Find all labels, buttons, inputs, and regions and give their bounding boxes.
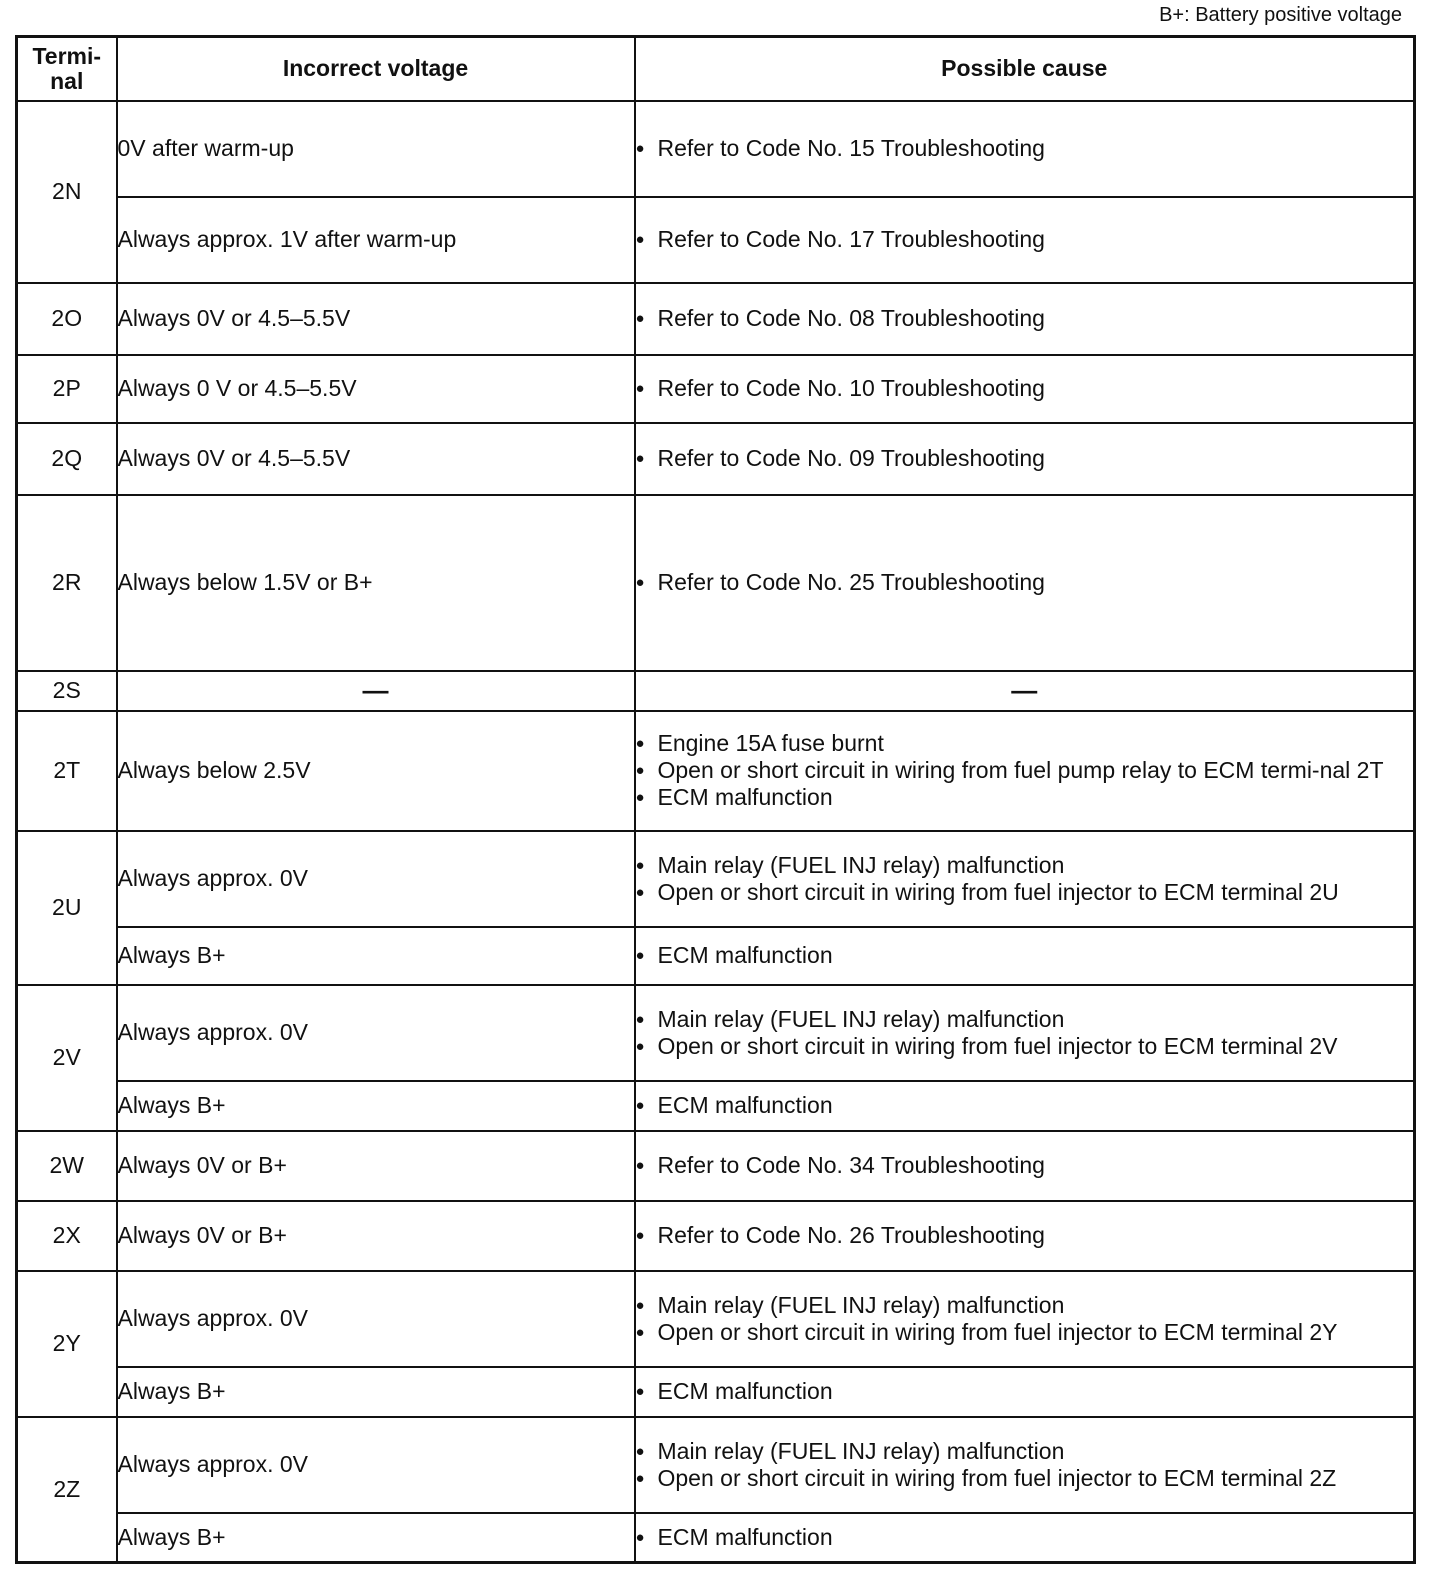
table-row <box>17 1417 1415 1513</box>
cause-list <box>636 569 1414 596</box>
possible-cause-cell <box>635 283 1415 355</box>
possible-cause-cell <box>635 355 1415 423</box>
possible-cause-cell <box>635 423 1415 495</box>
terminal-cell: 2V <box>17 985 117 1131</box>
table-row <box>17 671 1415 711</box>
cause-item: ● Open or short circuit in wiring from fuel pump relay to ECM termi-nal 2T <box>636 757 1414 784</box>
cause-list <box>636 1438 1414 1492</box>
possible-cause-cell <box>635 101 1415 197</box>
cause-item: ● ECM malfunction <box>636 1378 1414 1405</box>
possible-cause-cell <box>635 927 1415 985</box>
incorrect-voltage-cell: Always B+ <box>117 1513 635 1563</box>
incorrect-voltage-cell: Always below 1.5V or B+ <box>117 495 635 671</box>
cause-item: ● Refer to Code No. 25 Troubleshooting <box>636 569 1414 596</box>
battery-voltage-note: B+: Battery positive voltage <box>1159 4 1402 26</box>
incorrect-voltage-cell: Always 0V or 4.5–5.5V <box>117 283 635 355</box>
table-row <box>17 1201 1415 1271</box>
cause-list <box>636 1378 1414 1405</box>
incorrect-voltage-cell: Always below 2.5V <box>117 711 635 831</box>
terminal-cell: 2R <box>17 495 117 671</box>
table-row <box>17 197 1415 283</box>
cause-list <box>636 445 1414 472</box>
cause-list <box>636 942 1414 969</box>
cause-item: ● Open or short circuit in wiring from fuel injector to ECM terminal 2U <box>636 879 1414 906</box>
incorrect-voltage-cell: Always approx. 1V after warm-up <box>117 197 635 283</box>
table-row <box>17 1271 1415 1367</box>
terminal-cell: 2U <box>17 831 117 985</box>
cause-item: ● Refer to Code No. 17 Troubleshooting <box>636 226 1414 253</box>
possible-cause-cell <box>635 1081 1415 1131</box>
possible-cause-cell <box>635 985 1415 1081</box>
table-row <box>17 1367 1415 1417</box>
incorrect-voltage-cell: Always 0V or B+ <box>117 1131 635 1201</box>
incorrect-voltage-cell: 0V after warm-up <box>117 101 635 197</box>
incorrect-voltage-cell: Always B+ <box>117 1081 635 1131</box>
header-row <box>17 37 1415 101</box>
cause-item: ● Main relay (FUEL INJ relay) malfunction <box>636 1006 1414 1033</box>
terminal-cell: 2N <box>17 101 117 283</box>
cause-item: ● Refer to Code No. 08 Troubleshooting <box>636 305 1414 332</box>
cause-item: ● Open or short circuit in wiring from fuel injector to ECM terminal 2Y <box>636 1319 1414 1346</box>
possible-cause-cell <box>635 1271 1415 1367</box>
header-incorrect-voltage: Incorrect voltage <box>117 37 635 101</box>
table-row <box>17 927 1415 985</box>
cause-item: ● Engine 15A fuse burnt <box>636 730 1414 757</box>
cause-item: ● ECM malfunction <box>636 1524 1414 1551</box>
cause-list <box>636 1292 1414 1346</box>
cause-list <box>636 1092 1414 1119</box>
cause-item: ● Open or short circuit in wiring from fuel injector to ECM terminal 2Z <box>636 1465 1414 1492</box>
possible-cause-cell <box>635 831 1415 927</box>
terminal-cell: 2P <box>17 355 117 423</box>
terminal-cell: 2X <box>17 1201 117 1271</box>
cause-list <box>636 375 1414 402</box>
incorrect-voltage-cell: Always 0V or B+ <box>117 1201 635 1271</box>
possible-cause-cell <box>635 711 1415 831</box>
incorrect-voltage-cell: Always approx. 0V <box>117 985 635 1081</box>
cause-list <box>636 1222 1414 1249</box>
terminal-cell: 2Z <box>17 1417 117 1563</box>
incorrect-voltage-cell: Always B+ <box>117 1367 635 1417</box>
cause-item: ● Refer to Code No. 15 Troubleshooting <box>636 135 1414 162</box>
table-row <box>17 1081 1415 1131</box>
cause-list <box>636 1524 1414 1551</box>
possible-cause-cell <box>635 1201 1415 1271</box>
cause-list <box>636 730 1414 811</box>
terminal-cell: 2W <box>17 1131 117 1201</box>
cause-list <box>636 305 1414 332</box>
terminal-cell: 2O <box>17 283 117 355</box>
terminal-cell: 2Y <box>17 1271 117 1417</box>
incorrect-voltage-cell: Always B+ <box>117 927 635 985</box>
terminal-cell: 2T <box>17 711 117 831</box>
incorrect-voltage-cell: — <box>117 671 635 711</box>
cause-item: ● Open or short circuit in wiring from fuel injector to ECM terminal 2V <box>636 1033 1414 1060</box>
table-row <box>17 711 1415 831</box>
incorrect-voltage-cell: Always 0 V or 4.5–5.5V <box>117 355 635 423</box>
table-row <box>17 831 1415 927</box>
table-row <box>17 283 1415 355</box>
cause-item: ● Refer to Code No. 09 Troubleshooting <box>636 445 1414 472</box>
incorrect-voltage-cell: Always approx. 0V <box>117 1271 635 1367</box>
terminal-voltage-table <box>15 35 1416 1564</box>
table-row <box>17 495 1415 671</box>
possible-cause-cell <box>635 1513 1415 1563</box>
cause-item: ● ECM malfunction <box>636 942 1414 969</box>
cause-list <box>636 1152 1414 1179</box>
possible-cause-cell <box>635 1417 1415 1513</box>
table-row <box>17 1513 1415 1563</box>
cause-list <box>636 135 1414 162</box>
possible-cause-cell <box>635 1131 1415 1201</box>
possible-cause-cell: — <box>635 671 1415 711</box>
cause-list <box>636 1006 1414 1060</box>
cause-item: ● Main relay (FUEL INJ relay) malfunction <box>636 1438 1414 1465</box>
possible-cause-cell <box>635 1367 1415 1417</box>
cause-item: ● Refer to Code No. 34 Troubleshooting <box>636 1152 1414 1179</box>
incorrect-voltage-cell: Always approx. 0V <box>117 1417 635 1513</box>
cause-item: ● ECM malfunction <box>636 784 1414 811</box>
incorrect-voltage-cell: Always 0V or 4.5–5.5V <box>117 423 635 495</box>
header-terminal: Termi- nal <box>17 37 117 101</box>
cause-item: ● Refer to Code No. 10 Troubleshooting <box>636 375 1414 402</box>
table-row <box>17 985 1415 1081</box>
terminal-cell: 2S <box>17 671 117 711</box>
table-row <box>17 423 1415 495</box>
table-row <box>17 355 1415 423</box>
table-row <box>17 1131 1415 1201</box>
table-row <box>17 101 1415 197</box>
possible-cause-cell <box>635 197 1415 283</box>
cause-list <box>636 852 1414 906</box>
cause-item: ● Main relay (FUEL INJ relay) malfunction <box>636 1292 1414 1319</box>
cause-item: ● Refer to Code No. 26 Troubleshooting <box>636 1222 1414 1249</box>
terminal-cell: 2Q <box>17 423 117 495</box>
incorrect-voltage-cell: Always approx. 0V <box>117 831 635 927</box>
cause-item: ● ECM malfunction <box>636 1092 1414 1119</box>
possible-cause-cell <box>635 495 1415 671</box>
cause-item: ● Main relay (FUEL INJ relay) malfunction <box>636 852 1414 879</box>
table-body <box>17 101 1415 1563</box>
cause-list <box>636 226 1414 253</box>
header-possible-cause: Possible cause <box>635 37 1415 101</box>
